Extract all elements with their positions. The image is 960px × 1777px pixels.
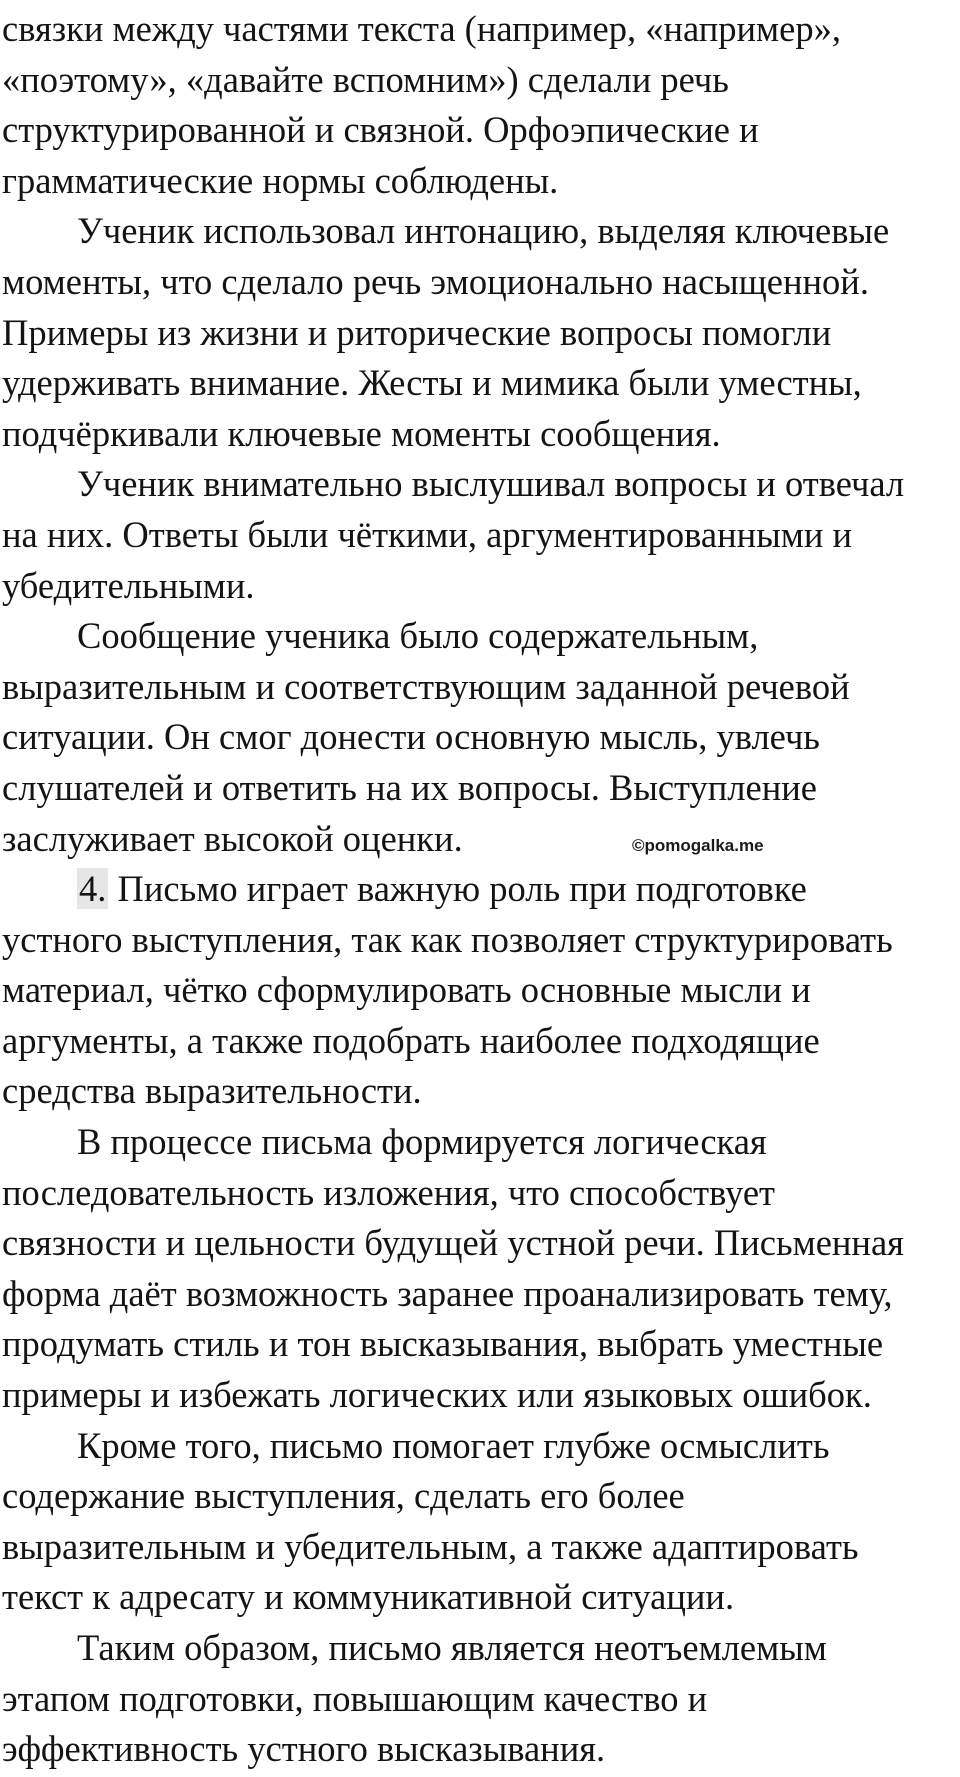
text-line: Ученик использовал интонацию, выделяя ключевые [77, 210, 890, 252]
text-line: материал, чётко сформулировать основные мысли и [2, 969, 811, 1011]
text-line: эффективность устного высказывания. [2, 1728, 606, 1770]
text-line: устного выступления, так как позволяет структурировать [2, 918, 893, 960]
text-line: продумать стиль и тон высказывания, выбрать уместные [2, 1323, 884, 1365]
text-line: убедительными. [2, 564, 255, 606]
watermark: ©pomogalka.me [632, 836, 764, 855]
text-line: содержание выступления, сделать его более [2, 1475, 685, 1517]
text-line: Ученик внимательно выслушивал вопросы и отвечал [77, 463, 905, 505]
text-line: удерживать внимание. Жесты и мимика были уместны, [2, 362, 862, 404]
document-body [2, 4, 952, 1775]
text-line: подчёркивали ключевые моменты сообщения. [2, 412, 721, 454]
text-line: последовательность изложения, что способствует [2, 1171, 776, 1213]
text-line: грамматические нормы соблюдены. [2, 159, 559, 201]
text-line: слушателей и ответить на их вопросы. Выступление [2, 766, 817, 808]
text-line: средства выразительности. [2, 1070, 422, 1112]
text-line: Таким образом, письмо является неотъемлемым [77, 1627, 827, 1668]
text-line: Письмо играет важную роль при подготовке [108, 868, 807, 910]
text-line: аргументы, а также подобрать наиболее подходящие [2, 1019, 820, 1061]
text-line: структурированной и связной. Орфоэпические и [2, 109, 759, 151]
text-line: «поэтому», «давайте вспомним») сделали речь [2, 58, 729, 100]
text-line: на них. Ответы были чёткими, аргументированными и [2, 513, 853, 555]
text-line: моменты, что сделало речь эмоционально насыщенной. [2, 260, 869, 302]
text-line: выразительным и убедительным, а также адаптировать [2, 1525, 859, 1567]
text-line: примеры и избежать логических или языковых ошибок. [2, 1374, 872, 1416]
text-line: форма даёт возможность заранее проанализировать тему, [2, 1272, 893, 1314]
text-line: Сообщение ученика было содержательным, [77, 615, 759, 657]
text-line: ситуации. Он смог донести основную мысль, увлечь [2, 716, 820, 758]
text-line: связности и цельности будущей устной речи. Письменная [2, 1222, 904, 1264]
text-line: Примеры из жизни и риторические вопросы помогли [2, 311, 832, 353]
item-number: 4. [79, 868, 107, 910]
text-line: В процессе письма формируется логическая [77, 1121, 767, 1163]
text-line: Кроме того, письмо помогает глубже осмыслить [77, 1424, 830, 1466]
text-line: связки между частями текста (например, «например», [2, 8, 841, 49]
text-line: выразительным и соответствующим заданной речевой [2, 665, 850, 707]
text-line: заслуживает высокой оценки. [2, 817, 463, 859]
text-line: текст к адресату и коммуникативной ситуации. [2, 1576, 735, 1618]
numbered-paragraph-line [2, 864, 952, 915]
text-line: этапом подготовки, повышающим качество и [2, 1677, 708, 1719]
